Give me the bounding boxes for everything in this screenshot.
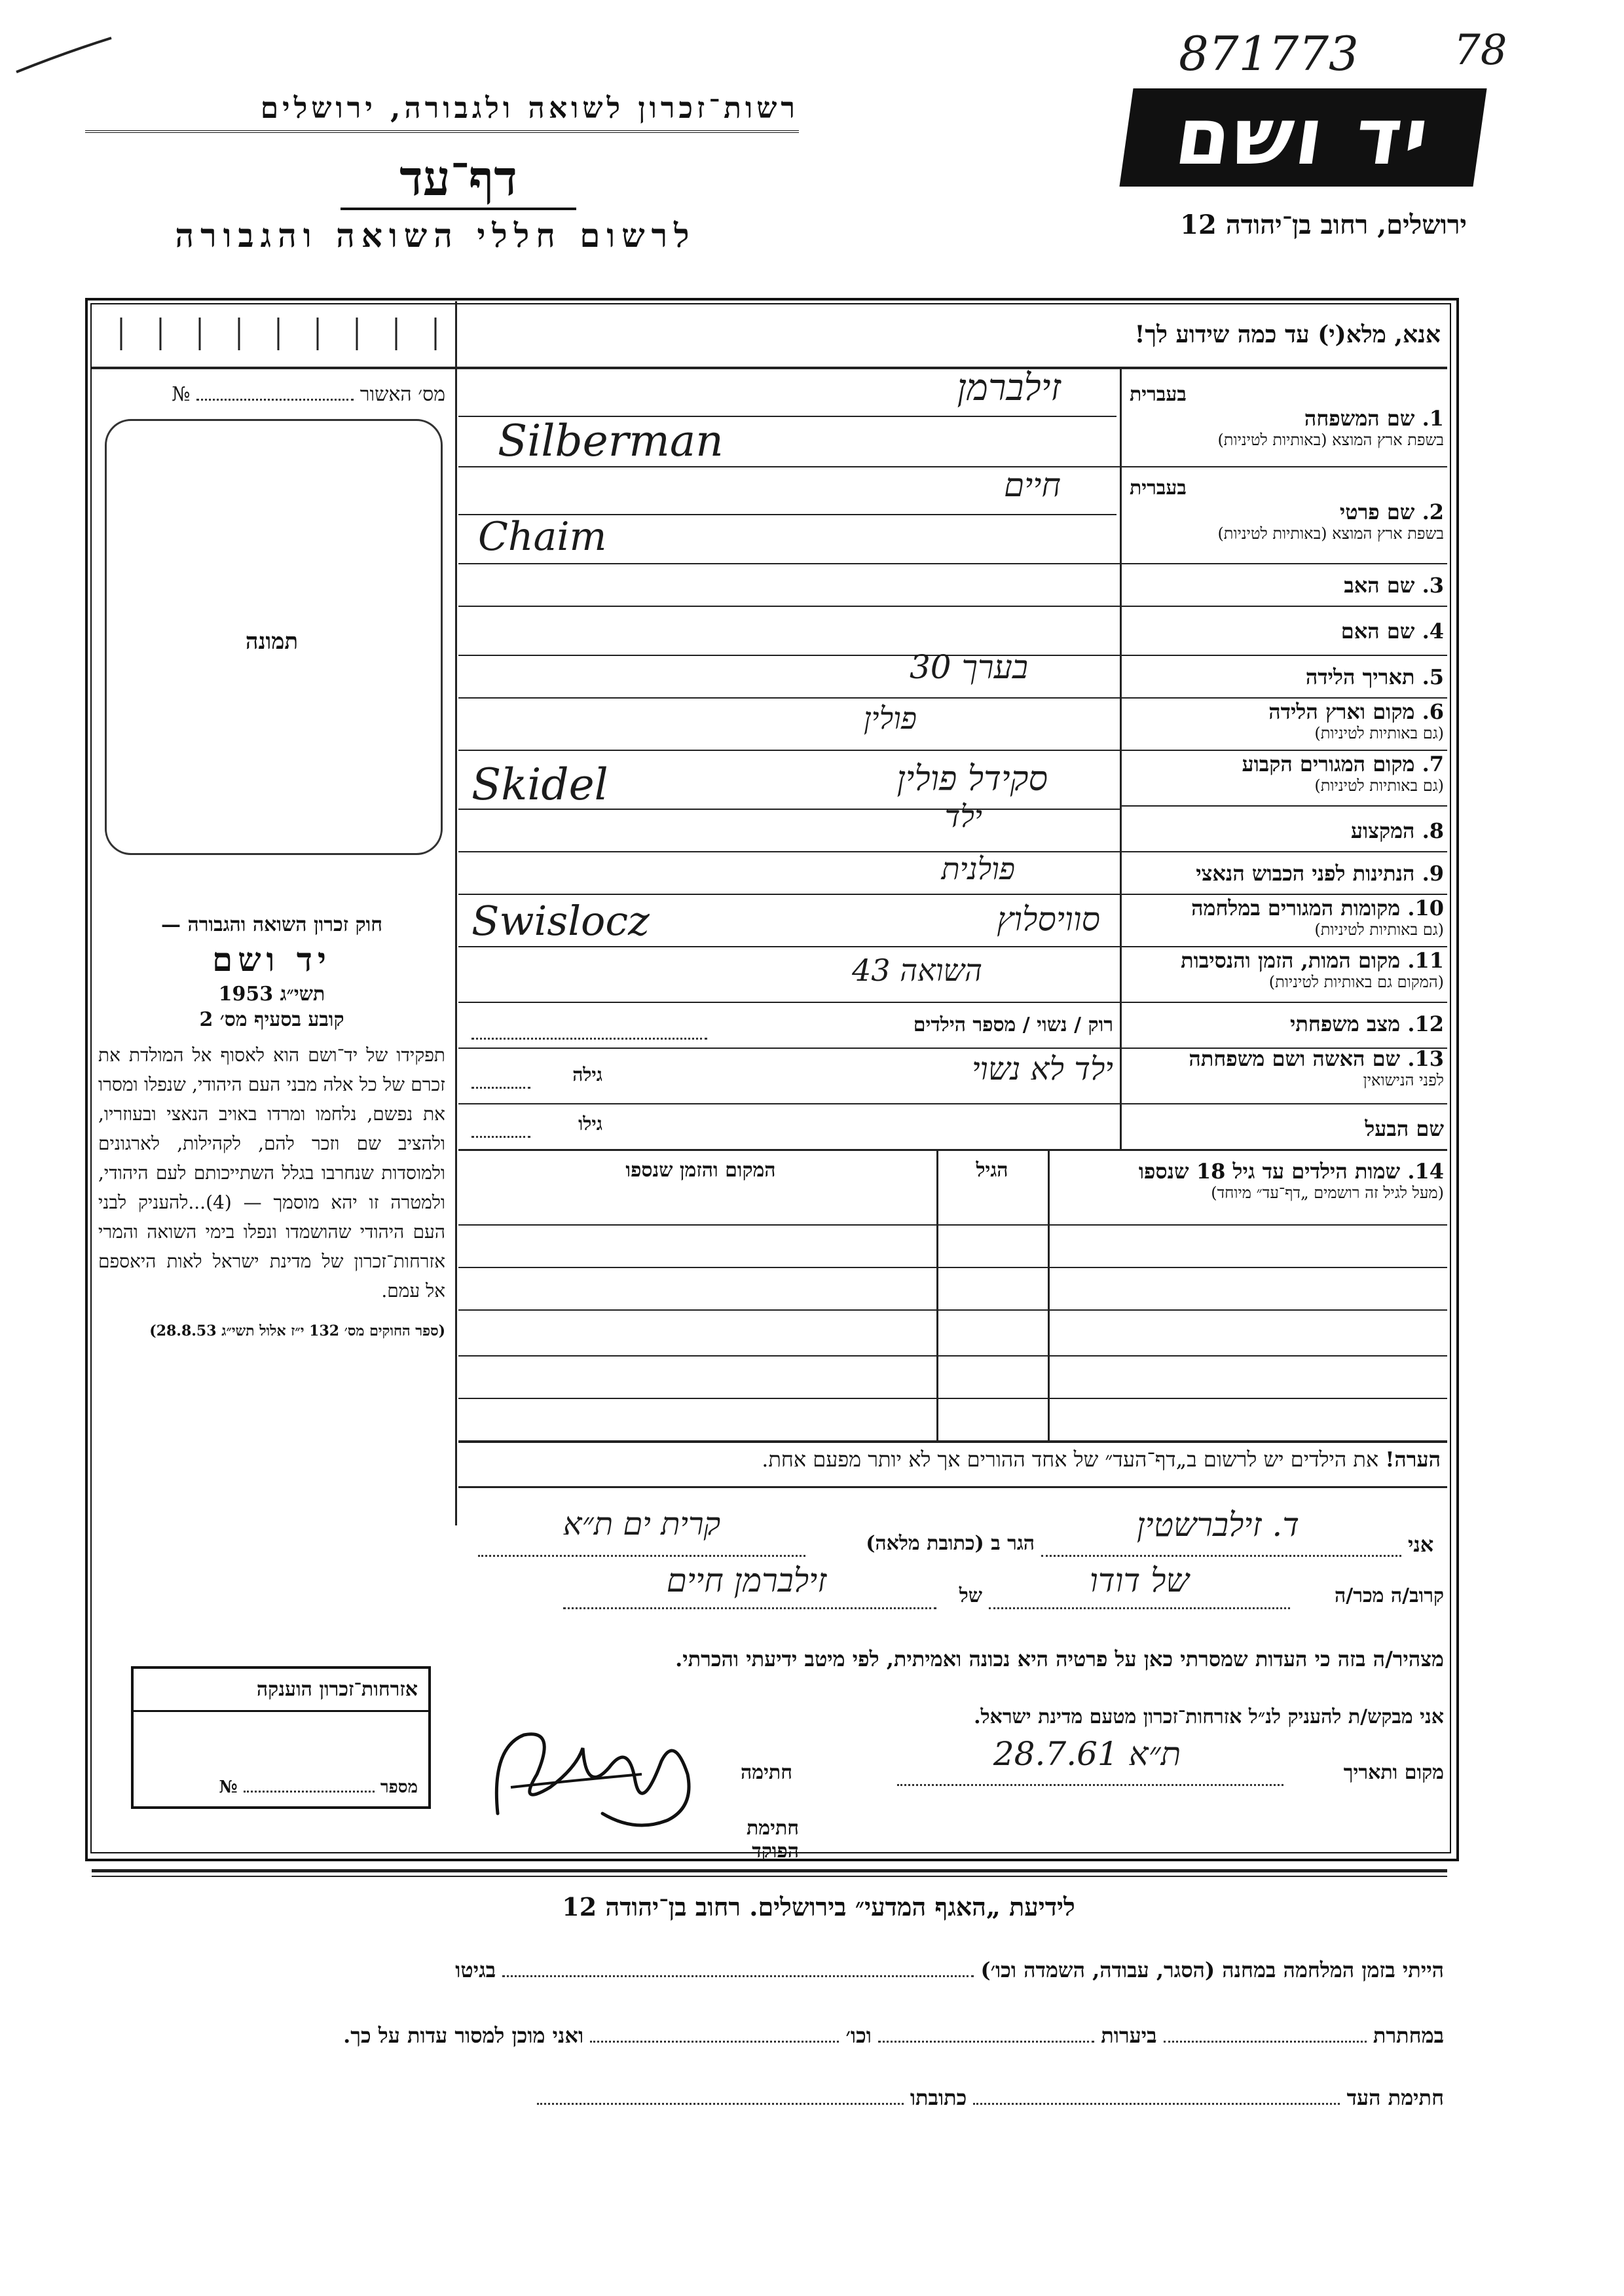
f5-value[interactable]: בערך 30 [909,648,1028,686]
law-year: תשי״ג 1953 [218,983,325,1006]
science-line3-a: חתימת העד [1346,2085,1444,2110]
f11-label: מקום המות, הזמן והנסיבות [1181,948,1401,973]
f7-value-latin[interactable]: Skidel [471,759,608,810]
field-14-label [1048,1159,1444,1203]
f11-note: (המקום גם באותיות לטיניות) [1268,973,1444,991]
f8-label: המקצוע [1350,818,1415,843]
decl-relation-value[interactable]: של דודו [1090,1561,1189,1599]
row-divider [458,809,1120,810]
label-column-divider [1120,367,1122,1149]
f1-label: שם המשפחה [1304,406,1415,431]
f7-num: 7. [1422,752,1444,776]
f2-label: שם פרטי [1339,500,1415,524]
field-1-label [1123,383,1444,450]
f2-note: בשפת ארץ המוצא (באותיות לטיניות) [1217,524,1444,543]
section-divider [92,1869,1447,1872]
f7-label: מקום המגורים הקבוע [1242,752,1415,776]
f1-note: בשפת ארץ המוצא (באותיות לטיניות) [1217,431,1444,449]
f6-note: (גם באותיות לטיניות) [1314,724,1444,742]
f4-num: 4. [1422,619,1444,644]
f14-note: (מעל לגיל זה רושמים „דף־עד״ מיוחד) [1211,1184,1444,1202]
f9-label: הנתינות לפני הכבוש הנאצי [1196,861,1415,886]
table-row-line [458,1224,1447,1226]
f1-value-hebrew[interactable]: זילברמן [957,367,1061,409]
header-address: ירושלים, רחוב בן־יהודה 12 [1180,210,1467,240]
note-line [462,1447,1441,1472]
f14-col-age: הגיל [976,1159,1008,1182]
f6-num: 6. [1422,699,1444,724]
law-box [98,913,445,1339]
decl-declaration: מצהיר/ה בזה כי העדות שמסרתי כאן על פרטיה היא נכונה ואמיתית, לפי מיטב ידיעתי והכרתי. [675,1647,1444,1671]
decl-relative-label: קרוב/ה מכר/ה [1335,1584,1444,1607]
field-7-label [1123,752,1444,795]
f13b-age-dots [471,1136,530,1138]
field-3-label [1123,573,1444,598]
f12-num: 12. [1407,1011,1444,1036]
f9-value[interactable]: פולנית [941,851,1015,886]
row-divider [458,750,1447,751]
note-divider [458,1486,1447,1488]
decl-place-date-label: מקום ותאריך [1343,1761,1444,1784]
f13-label: שם האשה ושם משפחתה [1189,1046,1401,1071]
f11-value[interactable]: השואה 43 [851,953,982,988]
row-divider [458,1002,1447,1003]
f13-note: לפני הנישואין [1363,1071,1444,1089]
f2-value-hebrew[interactable]: חיים [1003,466,1061,504]
f8-value[interactable]: ילד [944,799,982,834]
logo-text: יד ושם [1170,92,1437,183]
decl-name-value[interactable]: ד. זילברשטין [1136,1506,1300,1544]
f2-num: 2. [1422,500,1444,524]
row-divider [458,894,1447,895]
decl-i-label: אני [1408,1532,1434,1557]
science-line1-start: הייתי בזמן המלחמה במחנה (הסגר, עבודה, השמדה וכו׳) [980,1958,1444,1982]
citizenship-number-row [144,1777,418,1797]
id-tick-boxes [95,311,455,363]
decl-of-dots [563,1607,936,1609]
table-row-line [458,1267,1447,1268]
approval-label: מס׳ האשור [360,383,445,406]
f13b-age-label: גילו [578,1113,602,1135]
science-line1-end: בגיטו [455,1958,496,1982]
f13-age-dots [471,1087,530,1089]
science-line2-a: במחתרת [1373,2023,1444,2048]
decl-signature-label: חתימה [741,1761,792,1784]
law-title: חוק זכרון השואה והגבורה — [161,913,382,936]
science-line2-b: ביערות [1101,2023,1157,2048]
law-source: (ספר החוקים מס׳ 132 י״ז אלול תשי״ג 28.8.53) [149,1322,445,1339]
decl-relation-dots [989,1607,1290,1609]
science-line-1 [105,1958,1444,1982]
science-line2-end: ואני מוכן למסור עדות על כך. [343,2023,584,2048]
pen-stroke-mark [13,33,118,79]
science-line-2 [105,2023,1444,2048]
f8-num: 8. [1422,818,1444,843]
field-10-label [1123,896,1444,939]
decl-of-label: של [959,1584,982,1607]
table-row-line [458,1398,1447,1399]
science-line-3 [105,2085,1444,2110]
f10-note: (גם באותיות לטיניות) [1314,920,1444,939]
row-divider [458,563,1447,564]
f1-num: 1. [1422,406,1444,431]
f3-label: שם האב [1344,573,1415,598]
field-4-label [1123,619,1444,644]
row-divider [458,946,1447,947]
f9-num: 9. [1422,861,1444,886]
citizenship-number-label: מספר [380,1777,418,1797]
f6-label: מקום וארץ הלידה [1268,699,1415,724]
section-divider [92,1876,1447,1877]
citizenship-number-sign: № [219,1777,238,1797]
table-row-line [458,1440,1447,1443]
law-clause: קובע בסעיף מס׳ 2 [199,1008,344,1031]
f12-options[interactable]: רוק / נשוי / מספר הילדים [913,1013,1113,1036]
corner-number: 78 [1454,26,1507,75]
science-line3-b: כתובתו [910,2085,967,2110]
field-6-label [1123,699,1444,743]
decl-place-date-dots [897,1784,1283,1786]
f2-hebrew-tag: בעברית [1130,477,1187,500]
f7-value-hebrew[interactable]: סקידל פולין [896,759,1048,799]
f13-age-label: גילה [572,1064,602,1085]
decl-official-signature-label: חתימת הפוקד [747,1817,799,1863]
row-divider [458,1103,1447,1104]
field-13b-label: שם הבעל [1365,1116,1444,1141]
field-12-label [1123,1011,1444,1036]
science-title: לידיעת „האגף המדעי״ בירושלים. רחוב בן־יהודה 12 [562,1892,1075,1922]
field-9-label [1123,861,1444,886]
decl-resides-label: הגר ב (כתובת מלאה) [866,1532,1035,1555]
f10-label: מקומות המגורים במלחמה [1191,896,1401,920]
row-divider [458,697,1447,699]
f5-label: תאריך הלידה [1305,665,1415,689]
law-name: יד ושם [212,940,331,979]
law-body: תפקידו של יד־ושם הוא לאסוף אל המולדת את זכרם של כל אלה מבני העם היהודי, שנפלו ומסרו את נפשם, נלחמו ומרדו באויב הנאצי ובעוזריו, ולהציב שם וזכר להם, לקהילות, לארגונים ולמוסדות שנחרבו בגלל השתייכותם לעם היהודי, ולמטרה זו יהא מוסמך — (4)...להעניק לבני העם היהודי שהושמדו ונפלו בימי השואה והמרי אזרחות־זכרון של מדינת ישראל לאות היאספם אל עמם. [98,1044,445,1302]
f1-value-latin[interactable]: Silberman [498,416,724,466]
decl-address-dots [478,1555,805,1557]
f14-num: 14. [1407,1159,1444,1184]
row-divider [1120,805,1447,807]
authority-line: רשות־זכרון לשואה ולגבורה, ירושלים [85,92,799,133]
f14-label: שמות הילדים עד גיל 18 שנספו [1138,1159,1401,1184]
table-row-line [458,1355,1447,1357]
citizenship-box [131,1666,431,1809]
science-line2-c: וכו׳ [845,2023,872,2048]
f1-hebrew-tag: בעברית [1130,383,1187,406]
number-sign: № [172,383,191,406]
citizenship-title: אזרחות־זכרון הוענקה [134,1669,428,1712]
f14-col-place: המקום והזמן שנספו [625,1159,776,1182]
f12-dotted-line [471,1038,707,1040]
decl-address-value[interactable]: קרית ים ת״א [563,1506,721,1542]
row-divider [458,606,1447,607]
form-subtitle: לרשום חללי השואה והגבורה [175,216,696,255]
photo-label: תמונה [245,629,299,655]
field-2-label [1123,477,1444,543]
tick-boxes-drawing [95,311,455,363]
instruction-text: אנא, מלא(י) עד כמה שידוע לך! [1134,321,1441,348]
field-5-label [1123,665,1444,689]
f5-num: 5. [1422,665,1444,689]
f7-note: (גם באותיות לטיניות) [1314,776,1444,795]
left-column-divider [455,301,457,1525]
decl-request: אני מבקש/ת להעניק לנ״ל אזרחות־זכרון מטעם מדינת ישראל. [974,1705,1444,1728]
f10-value-hebrew[interactable]: סוויסלוץ [997,900,1100,938]
witness-signature[interactable] [471,1709,733,1840]
f3-num: 3. [1422,573,1444,598]
f11-num: 11. [1407,948,1444,973]
f6-value[interactable]: פולין [863,701,917,736]
divider [92,367,1447,369]
archive-number: 871773 [1179,26,1359,81]
f12-label: מצב משפחתי [1290,1011,1401,1036]
f13-value[interactable]: ילד לא נשוי [971,1051,1113,1087]
f10-num: 10. [1407,896,1444,920]
field-13-label [1123,1046,1444,1090]
f2-value-latin[interactable]: Chaim [478,514,607,560]
yad-vashem-logo [1119,88,1486,187]
decl-place-date-value[interactable]: ת״א 28.7.61 [993,1735,1181,1773]
approval-number [105,383,445,406]
f13-num: 13. [1407,1046,1444,1071]
row-divider [458,1149,1447,1151]
f4-label: שם האם [1340,619,1415,644]
decl-name-dots [1041,1555,1401,1557]
f10-value-latin[interactable]: Swislocz [471,897,650,945]
field-11-label [1123,948,1444,992]
note-text: את הילדים יש לרשום ב„דף־העד״ של אחד ההורים אך לא יותר מפעם אחת. [762,1447,1379,1472]
decl-of-value[interactable]: זילברמן חיים [666,1561,827,1599]
field-8-label [1123,818,1444,843]
table-row-line [458,1309,1447,1311]
form-title: דף־עד [341,151,576,210]
note-label: הערה! [1385,1447,1441,1472]
